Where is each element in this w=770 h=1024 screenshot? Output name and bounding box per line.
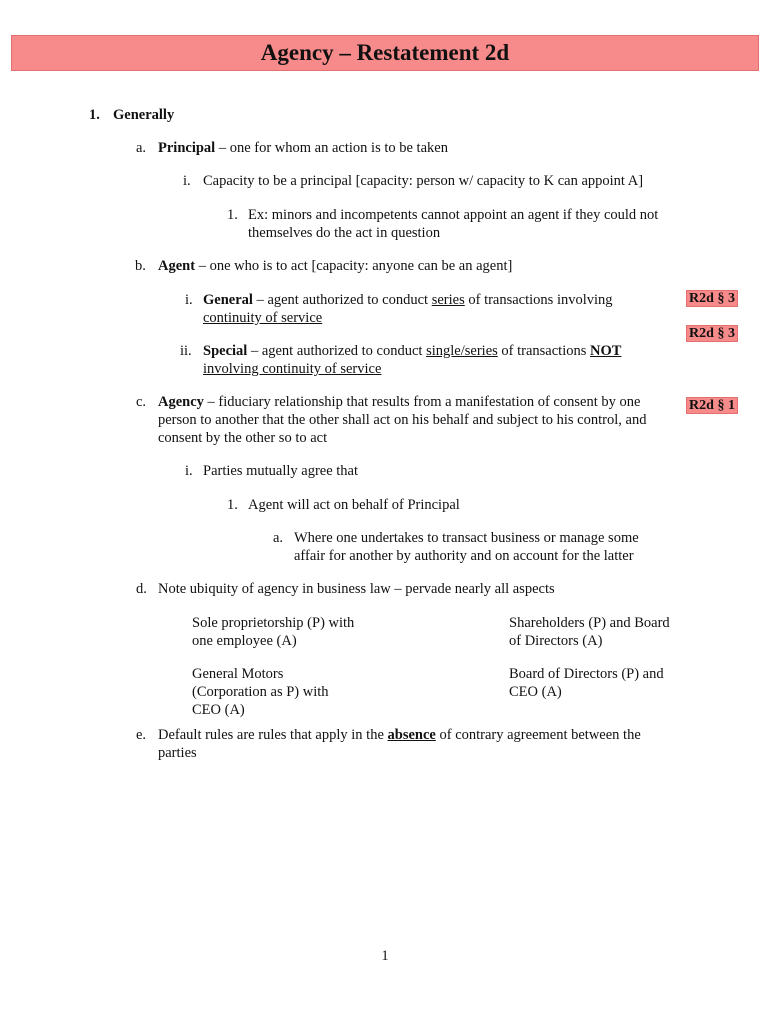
item-b-agent [158,257,512,275]
dash: – [215,140,230,156]
item-b-marker: b. [135,258,146,274]
page-title: Agency – Restatement 2d [260,40,510,65]
title-banner [11,35,759,71]
ubiquity-note: Note ubiquity of agency in business law – pervade nearly all aspects [158,581,555,597]
agent-definition: one who is to act [capacity: anyone can be an agent] [209,258,513,274]
item-c-marker: c. [136,394,147,410]
general-text-cont: of transactions involving [464,292,613,308]
example-board-line1: Board of Directors (P) and [509,666,664,682]
example-shareholders-line1: Shareholders (P) and Board [509,615,670,631]
special-text: – agent authorized to conduct [247,343,427,359]
default-rules-line2: parties [158,745,197,761]
item-a-i-marker: i. [183,173,191,189]
example-sole-prop-line1: Sole proprietorship (P) with [192,615,355,631]
parties-agree: Parties mutually agree that [203,463,359,479]
item-b-ii-marker: ii. [180,343,192,359]
example-gm-line3: CEO (A) [192,702,245,718]
agency-text: – fiduciary relationship that results from a manifestation of consent by one [203,394,641,410]
principal-definition: one for whom an action is to be taken [229,140,448,156]
margin-tag-r2d-1-agency: R2d § 1 [686,397,738,414]
example-sole-prop-line2: one employee (A) [192,633,297,649]
minors-example-line2: themselves do the act in question [248,225,441,241]
term-special: Special [203,343,248,359]
item-d-marker: d. [136,581,147,597]
item-c-i-1-marker: 1. [227,497,238,513]
agency-definition-line2: person to another that the other shall act on his behalf and subject to his control, and [158,412,647,428]
example-shareholders-line2: of Directors (A) [509,633,603,649]
item-a-principal [158,139,448,157]
page-number: 1 [381,948,389,964]
agency-definition-line3: consent by the other so to act [158,430,328,446]
item-c-i-1-a-marker: a. [273,530,284,546]
item-e-marker: e. [136,727,147,743]
single-series-underlined: single/series [426,343,498,359]
default-rules-text-cont: of contrary agreement between the [435,727,641,743]
default-rules-text: Default rules are rules that apply in the [158,727,388,743]
example-board-line2: CEO (A) [509,684,562,700]
general-agent-line2: continuity of service [203,310,323,326]
agent-acts-on-behalf: Agent will act on behalf of Principal [248,497,460,513]
agency-definition-line1 [158,393,640,411]
section-1-heading: Generally [113,107,175,123]
term-general: General [203,292,253,308]
margin-tag-r2d-3-special: R2d § 3 [686,325,738,342]
item-a-i-1-marker: 1. [227,207,238,223]
example-gm-line2: (Corporation as P) with [192,684,329,700]
undertakes-line1: Where one undertakes to transact business or manage some [294,530,639,546]
special-agent-line2: involving continuity of service [203,361,382,377]
item-a-marker: a. [136,140,147,156]
absence-emphasis: absence [387,727,436,743]
section-1-marker: 1. [89,107,100,123]
special-agent-line1 [203,342,621,360]
special-text-cont: of transactions [497,343,590,359]
term-principal: Principal [158,140,216,156]
minors-example-line1: Ex: minors and incompetents cannot appoint an agent if they could not [248,207,659,223]
term-agency: Agency [158,394,204,410]
term-agent: Agent [158,258,196,274]
general-agent-line1 [203,291,613,309]
dash: – [195,258,210,274]
item-c-i-marker: i. [185,463,193,479]
general-text: – agent authorized to conduct [252,292,432,308]
item-b-i-marker: i. [185,292,193,308]
default-rules-line1 [158,726,641,744]
margin-tag-r2d-3-general: R2d § 3 [686,290,738,307]
example-gm-line1: General Motors [192,666,284,682]
undertakes-line2: affair for another by authority and on account for the latter [294,548,634,564]
not-emphasis: NOT [590,343,622,359]
principal-capacity: Capacity to be a principal [capacity: person w/ capacity to K can appoint A] [203,173,644,189]
series-underlined: series [431,292,465,308]
